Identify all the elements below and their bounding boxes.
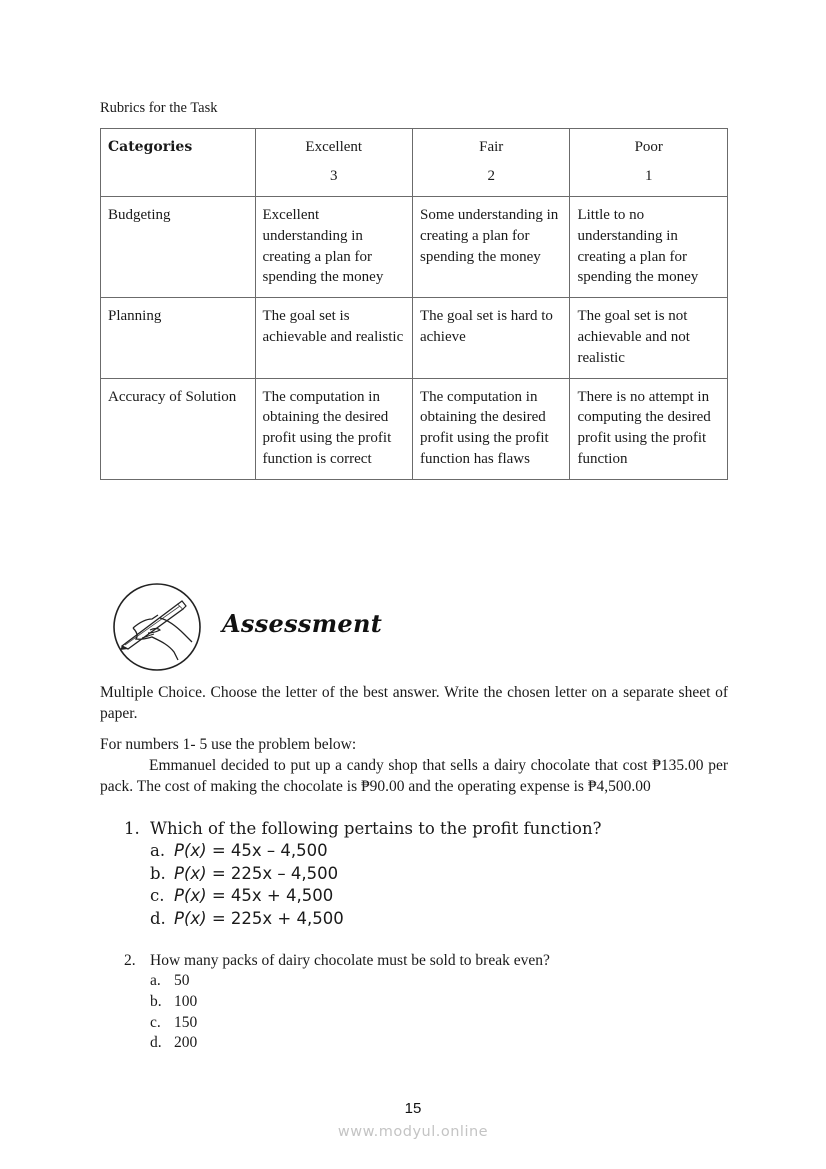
question-stem bbox=[124, 818, 601, 840]
rubric-row-planning bbox=[101, 298, 728, 378]
function-name: P(x) bbox=[174, 908, 207, 928]
row-category: Planning bbox=[101, 298, 256, 378]
question-text: How many packs of dairy chocolate must be sold to break even? bbox=[150, 952, 550, 969]
option-letter: d. bbox=[150, 1034, 162, 1052]
question-stem bbox=[124, 950, 550, 971]
instructions-text: Multiple Choice. Choose the letter of the best answer. Write the chosen letter on a separate sheet of paper. bbox=[100, 684, 728, 722]
option-expression: = 225x + 4,500 bbox=[206, 908, 344, 928]
question-number: 2. bbox=[124, 952, 136, 969]
option-expression: = 45x + 4,500 bbox=[206, 886, 334, 905]
option-letter: b. bbox=[150, 992, 162, 1010]
option-d bbox=[150, 908, 601, 931]
function-name: P(x) bbox=[174, 841, 207, 860]
header-excellent bbox=[255, 129, 412, 197]
rubric-row-budgeting bbox=[101, 197, 728, 298]
question-2 bbox=[124, 950, 550, 1054]
problem-statement: Emmanuel decided to put up a candy shop that sells a dairy chocolate that cost ₱135.00 per pack. The cost of making the chocolate is ₱90.00 and the operating expense is ₱4,500.00 bbox=[100, 757, 728, 795]
option-text: 200 bbox=[174, 1034, 198, 1052]
option-a bbox=[150, 971, 550, 992]
row-cell-fair: Some understanding in creating a plan for spending the money bbox=[412, 197, 569, 298]
level-score: 3 bbox=[329, 167, 338, 184]
function-name: P(x) bbox=[174, 863, 207, 883]
option-c bbox=[150, 1013, 550, 1034]
row-cell-poor: Little to no understanding in creating a plan for spending the money bbox=[570, 197, 728, 298]
question-text: Which of the following pertains to the profit function? bbox=[150, 819, 602, 838]
section-title: Assessment bbox=[222, 609, 383, 638]
row-cell-fair: The goal set is hard to achieve bbox=[412, 298, 569, 378]
question-number: 1. bbox=[124, 819, 140, 838]
rubric-row-accuracy bbox=[101, 378, 728, 479]
header-fair bbox=[412, 129, 569, 197]
option-expression: = 45x – 4,500 bbox=[206, 841, 328, 860]
rubric-caption: Rubrics for the Task bbox=[100, 100, 218, 116]
watermark: www.modyul.online bbox=[337, 1124, 489, 1140]
page-number: 15 bbox=[404, 1100, 422, 1117]
header-poor bbox=[570, 129, 728, 197]
row-cell-poor: There is no attempt in computing the desired profit using the profit function bbox=[570, 378, 728, 479]
row-cell-fair: The computation in obtaining the desired profit using the profit function has flaws bbox=[412, 378, 569, 479]
level-score: 2 bbox=[487, 167, 495, 184]
option-text: 100 bbox=[174, 992, 198, 1010]
level-label: Poor bbox=[634, 139, 663, 155]
rubric-header-row bbox=[101, 129, 728, 197]
row-cell-poor: The goal set is not achievable and not realistic bbox=[570, 298, 728, 378]
function-name: P(x) bbox=[174, 886, 207, 905]
option-letter: c. bbox=[150, 1013, 161, 1031]
row-cell-excellent: The computation in obtaining the desired profit using the profit function is correct bbox=[255, 378, 412, 479]
option-letter: b. bbox=[150, 863, 166, 883]
option-letter: a. bbox=[150, 841, 166, 860]
problem-intro: For numbers 1- 5 use the problem below: bbox=[100, 736, 357, 753]
level-score: 1 bbox=[644, 167, 653, 184]
option-text: 50 bbox=[174, 972, 190, 989]
question-1 bbox=[124, 818, 601, 930]
option-letter: a. bbox=[150, 972, 161, 989]
row-cell-excellent: The goal set is achievable and realistic bbox=[255, 298, 412, 378]
option-letter: d. bbox=[150, 908, 166, 928]
option-expression: = 225x – 4,500 bbox=[206, 863, 339, 883]
option-b bbox=[150, 863, 601, 886]
option-c bbox=[150, 885, 601, 908]
option-text: 150 bbox=[174, 1013, 198, 1031]
row-cell-excellent: Excellent understanding in creating a plan for spending the money bbox=[255, 197, 412, 298]
header-categories: Categories bbox=[101, 129, 256, 197]
option-letter: c. bbox=[150, 886, 165, 905]
option-d bbox=[150, 1033, 550, 1054]
option-b bbox=[150, 992, 550, 1013]
level-label: Excellent bbox=[305, 139, 363, 155]
hand-writing-pencil-icon bbox=[112, 582, 202, 672]
row-category: Budgeting bbox=[101, 197, 256, 298]
rubric-table bbox=[100, 128, 728, 480]
option-a bbox=[150, 840, 601, 863]
row-category: Accuracy of Solution bbox=[101, 378, 256, 479]
level-label: Fair bbox=[479, 139, 504, 155]
